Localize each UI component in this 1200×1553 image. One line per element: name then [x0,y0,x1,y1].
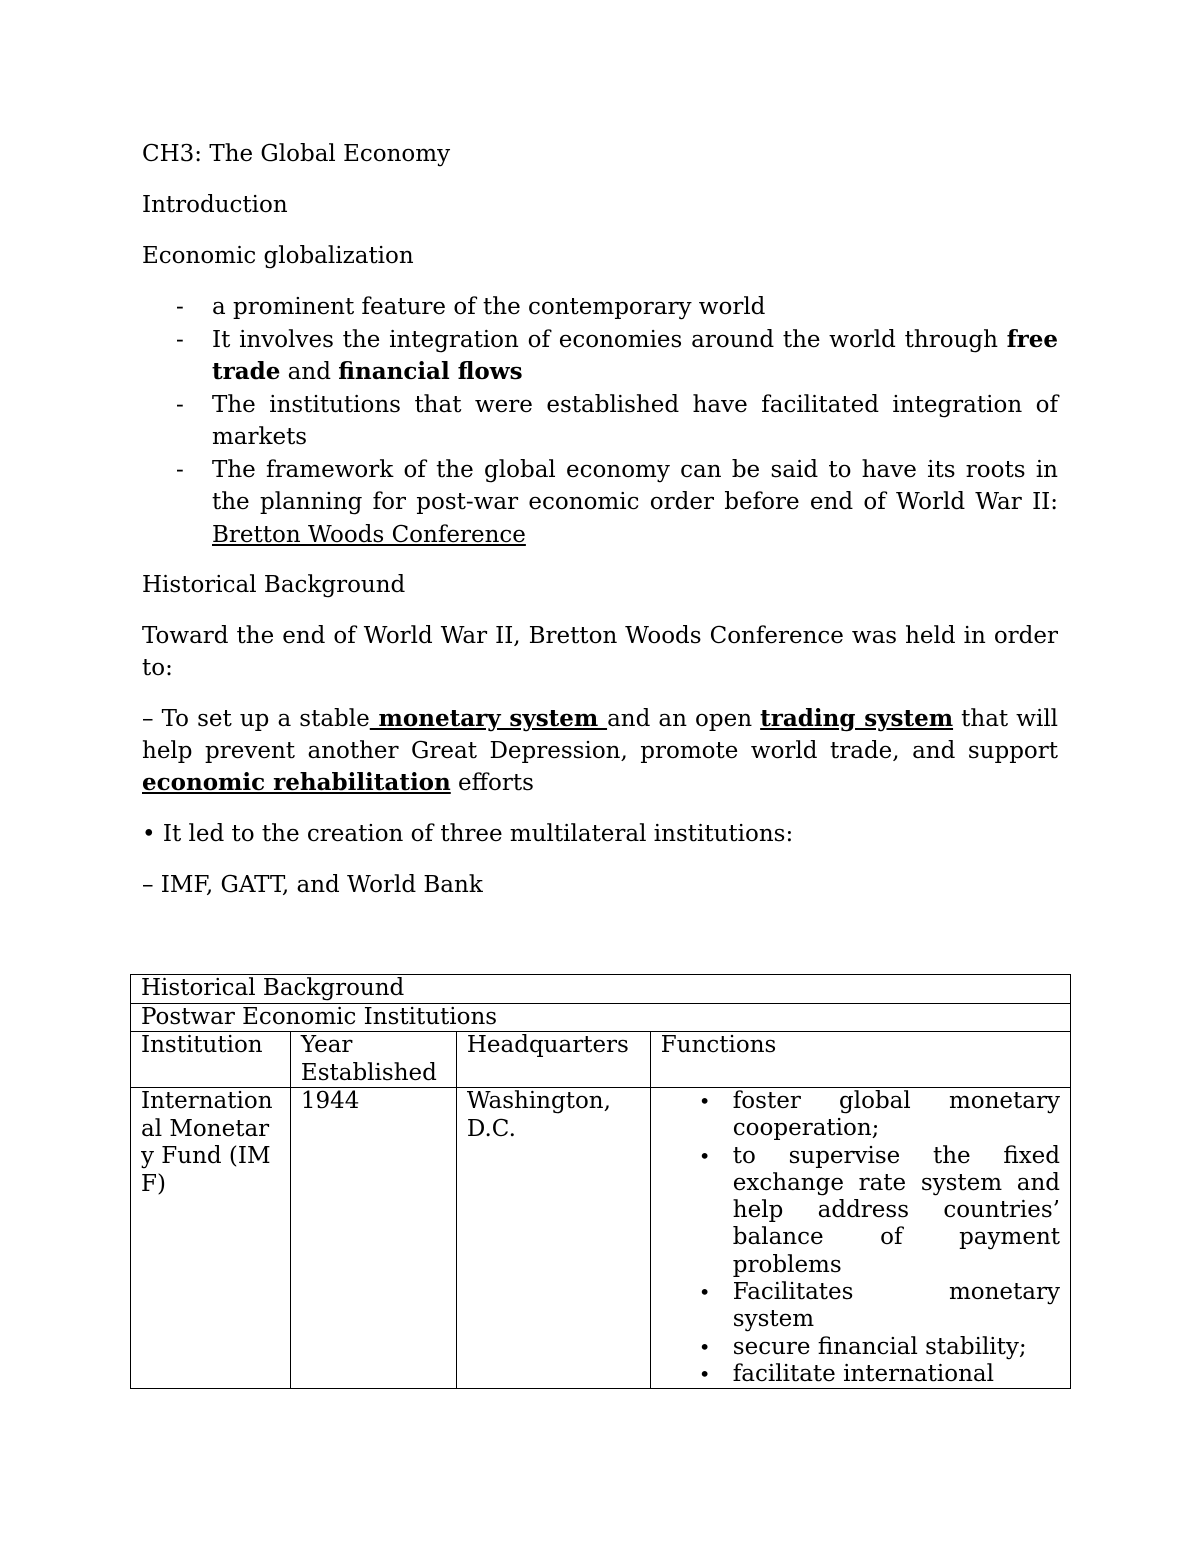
dash-list [142,291,1058,551]
list-item [142,291,1058,324]
cell-year-imf: 1944 [290,1088,456,1389]
bullet-icon: • [698,1143,711,1168]
list-item [661,1088,1060,1143]
header-year-established: Year Established [290,1032,456,1088]
led-paragraph: • It led to the creation of three multilateral institutions: [142,821,794,847]
setup-text-run: economic rehabilitation [142,769,451,796]
function-text: foster global monetary cooperation; [732,1088,1060,1142]
dash-item-text-run: It involves the integration of economies around the world through [212,326,1007,353]
table-row-imf [131,1088,1071,1389]
bullet-icon: • [698,1280,711,1305]
header-functions: Functions [650,1032,1070,1088]
list-item [661,1334,1060,1361]
cell-headquarters-imf: Washington, D.C. [456,1088,650,1389]
functions-list [661,1088,1060,1388]
setup-text-run: monetary system [369,705,608,732]
table-subtitle-cell: Postwar Economic Institutions [131,1003,1071,1032]
dash-item-text-run: a prominent feature of the contemporary world [212,294,766,320]
dash-item-text-run: Bretton Woods Conference [212,521,526,548]
dash-item-text-run: The framework of the global economy can be said to have its roots in the planning for post-war economic order before end of World War II: [212,456,1058,515]
setup-text-run: efforts [450,770,534,796]
document-page [142,138,1058,901]
list-item [661,1279,1060,1334]
function-text: Facilitates monetary system [732,1279,1060,1333]
dash-item-text-run: and [280,359,339,385]
list-item [142,389,1058,454]
header-institution: Institution [131,1032,291,1088]
dash-bullet-icon: - [176,294,184,320]
setup-text-run: – To set up a stable [142,706,370,732]
section-heading-historical-background: Historical Background [142,572,406,598]
table-title-cell: Historical Background [131,975,1071,1004]
list-item [661,1143,1060,1279]
cell-functions-imf [650,1088,1070,1389]
list-item [142,454,1058,552]
dash-bullet-icon: - [176,391,184,418]
table-row [131,975,1071,1004]
table-header-row [131,1032,1071,1088]
setup-paragraph [142,703,1058,799]
bullet-icon: • [698,1361,711,1386]
function-text: to supervise the fixed exchange rate system and help address countries’ balance of payment problems [732,1142,1060,1278]
setup-text-run: that will help prevent another Great Depression, promote world trade, and support [142,706,1059,764]
section-heading-introduction: Introduction [142,192,288,218]
list-item [661,1361,1060,1388]
subheading-economic-globalization: Economic globalization [142,243,414,269]
dash-bullet-icon: - [176,326,184,353]
historical-background-table [130,974,1071,1389]
page-title: CH3: The Global Economy [142,141,451,167]
function-text: facilitate international [732,1360,994,1387]
bullet-icon: • [698,1089,711,1113]
cell-institution-imf [131,1088,291,1389]
dash-item-text-run: The institutions that were established have facilitated integration of markets [212,391,1058,450]
dash-item-text-run: financial flows [338,358,523,385]
functions-clip [661,1088,1060,1388]
header-headquarters: Headquarters [456,1032,650,1088]
institution-name: International Monetary Fund (IMF) [141,1088,273,1197]
bullet-icon: • [698,1334,711,1359]
list-item [142,324,1058,389]
toward-paragraph: Toward the end of World War II, Bretton Woods Conference was held in order to: [142,623,1058,681]
institutions-paragraph: – IMF, GATT, and World Bank [142,872,483,898]
dash-item-text-run: free trade [212,325,1058,385]
function-text: secure financial stability; [732,1333,1027,1360]
dash-bullet-icon: - [176,456,184,483]
table-row [131,1003,1071,1032]
setup-text-run: trading system [760,705,954,732]
setup-text-run: and an open [607,706,761,732]
